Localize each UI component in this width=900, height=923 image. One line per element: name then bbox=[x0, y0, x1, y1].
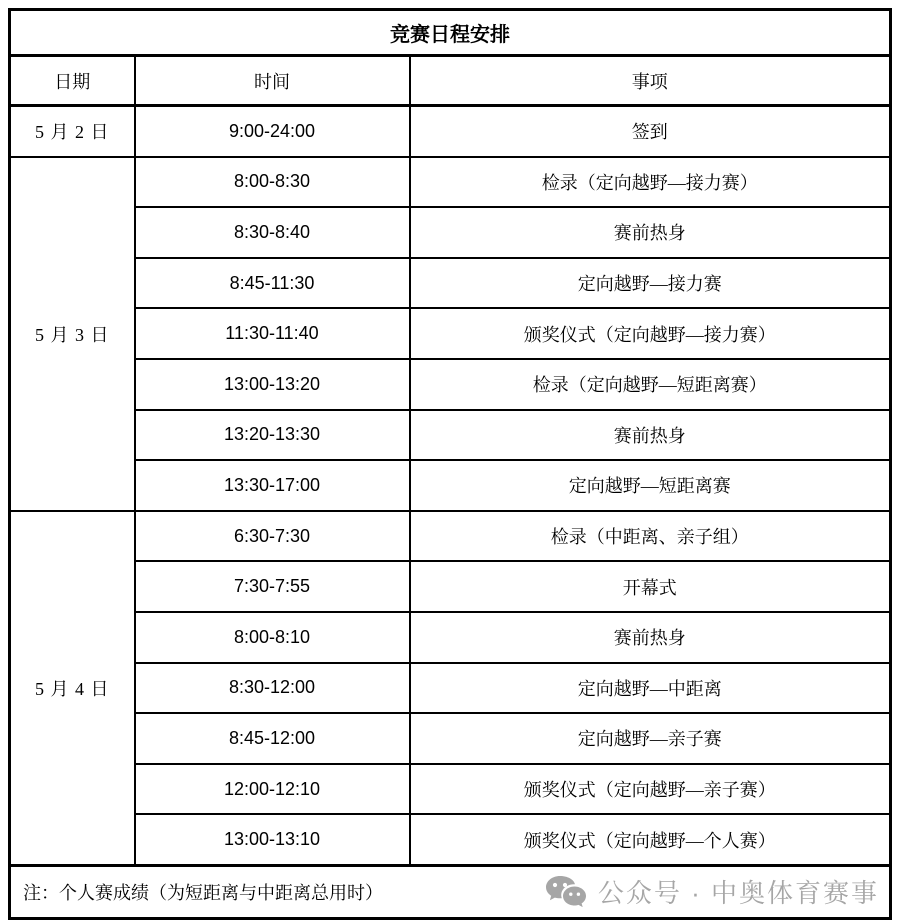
event-cell: 检录（定向越野—短距离赛） bbox=[410, 359, 891, 410]
table-row bbox=[10, 764, 891, 815]
event-cell: 赛前热身 bbox=[410, 207, 891, 258]
time-cell: 12:00-12:10 bbox=[135, 764, 410, 815]
table-row bbox=[10, 663, 891, 714]
table-row bbox=[10, 157, 891, 208]
event-cell: 颁奖仪式（定向越野—接力赛） bbox=[410, 308, 891, 359]
event-cell: 颁奖仪式（定向越野—个人赛） bbox=[410, 814, 891, 865]
event-cell: 检录（中距离、亲子组） bbox=[410, 511, 891, 562]
header-time: 时间 bbox=[135, 56, 410, 106]
date-cell: 5 月 4 日 bbox=[10, 511, 135, 866]
table-row bbox=[10, 612, 891, 663]
table-row bbox=[10, 258, 891, 309]
table-row bbox=[10, 410, 891, 461]
footer-cell bbox=[10, 865, 891, 918]
title-row bbox=[10, 10, 891, 56]
table-title: 竞赛日程安排 bbox=[10, 10, 891, 56]
event-cell: 定向越野—中距离 bbox=[410, 663, 891, 714]
time-cell: 8:30-12:00 bbox=[135, 663, 410, 714]
event-cell: 赛前热身 bbox=[410, 410, 891, 461]
table-row bbox=[10, 713, 891, 764]
header-event: 事项 bbox=[410, 56, 891, 106]
table-row bbox=[10, 460, 891, 511]
event-cell: 开幕式 bbox=[410, 561, 891, 612]
event-cell: 赛前热身 bbox=[410, 612, 891, 663]
footer-row bbox=[10, 865, 891, 918]
table-row bbox=[10, 106, 891, 157]
time-cell: 8:00-8:10 bbox=[135, 612, 410, 663]
date-cell: 5 月 2 日 bbox=[10, 106, 135, 157]
table-row bbox=[10, 207, 891, 258]
date-cell: 5 月 3 日 bbox=[10, 157, 135, 511]
watermark-text: 公众号 · 中奥体育赛事 bbox=[597, 878, 879, 909]
time-cell: 9:00-24:00 bbox=[135, 106, 410, 157]
footnote: 注：个人赛成绩（为短距离与中距离总用时） bbox=[23, 882, 383, 903]
time-cell: 13:00-13:20 bbox=[135, 359, 410, 410]
time-cell: 8:00-8:30 bbox=[135, 157, 410, 208]
table-row bbox=[10, 561, 891, 612]
event-cell: 定向越野—短距离赛 bbox=[410, 460, 891, 511]
wechat-icon bbox=[544, 874, 588, 910]
time-cell: 8:45-11:30 bbox=[135, 258, 410, 309]
table-row bbox=[10, 814, 891, 865]
time-cell: 13:20-13:30 bbox=[135, 410, 410, 461]
watermark bbox=[544, 873, 879, 910]
header-row bbox=[10, 56, 891, 106]
event-cell: 定向越野—接力赛 bbox=[410, 258, 891, 309]
time-cell: 13:00-13:10 bbox=[135, 814, 410, 865]
time-cell: 11:30-11:40 bbox=[135, 308, 410, 359]
schedule-table bbox=[8, 8, 892, 920]
header-date: 日期 bbox=[10, 56, 135, 106]
time-cell: 7:30-7:55 bbox=[135, 561, 410, 612]
event-cell: 检录（定向越野—接力赛） bbox=[410, 157, 891, 208]
table-row bbox=[10, 308, 891, 359]
table-row bbox=[10, 359, 891, 410]
event-cell: 定向越野—亲子赛 bbox=[410, 713, 891, 764]
event-cell: 签到 bbox=[410, 106, 891, 157]
time-cell: 13:30-17:00 bbox=[135, 460, 410, 511]
event-cell: 颁奖仪式（定向越野—亲子赛） bbox=[410, 764, 891, 815]
table-row bbox=[10, 511, 891, 562]
time-cell: 6:30-7:30 bbox=[135, 511, 410, 562]
time-cell: 8:45-12:00 bbox=[135, 713, 410, 764]
time-cell: 8:30-8:40 bbox=[135, 207, 410, 258]
